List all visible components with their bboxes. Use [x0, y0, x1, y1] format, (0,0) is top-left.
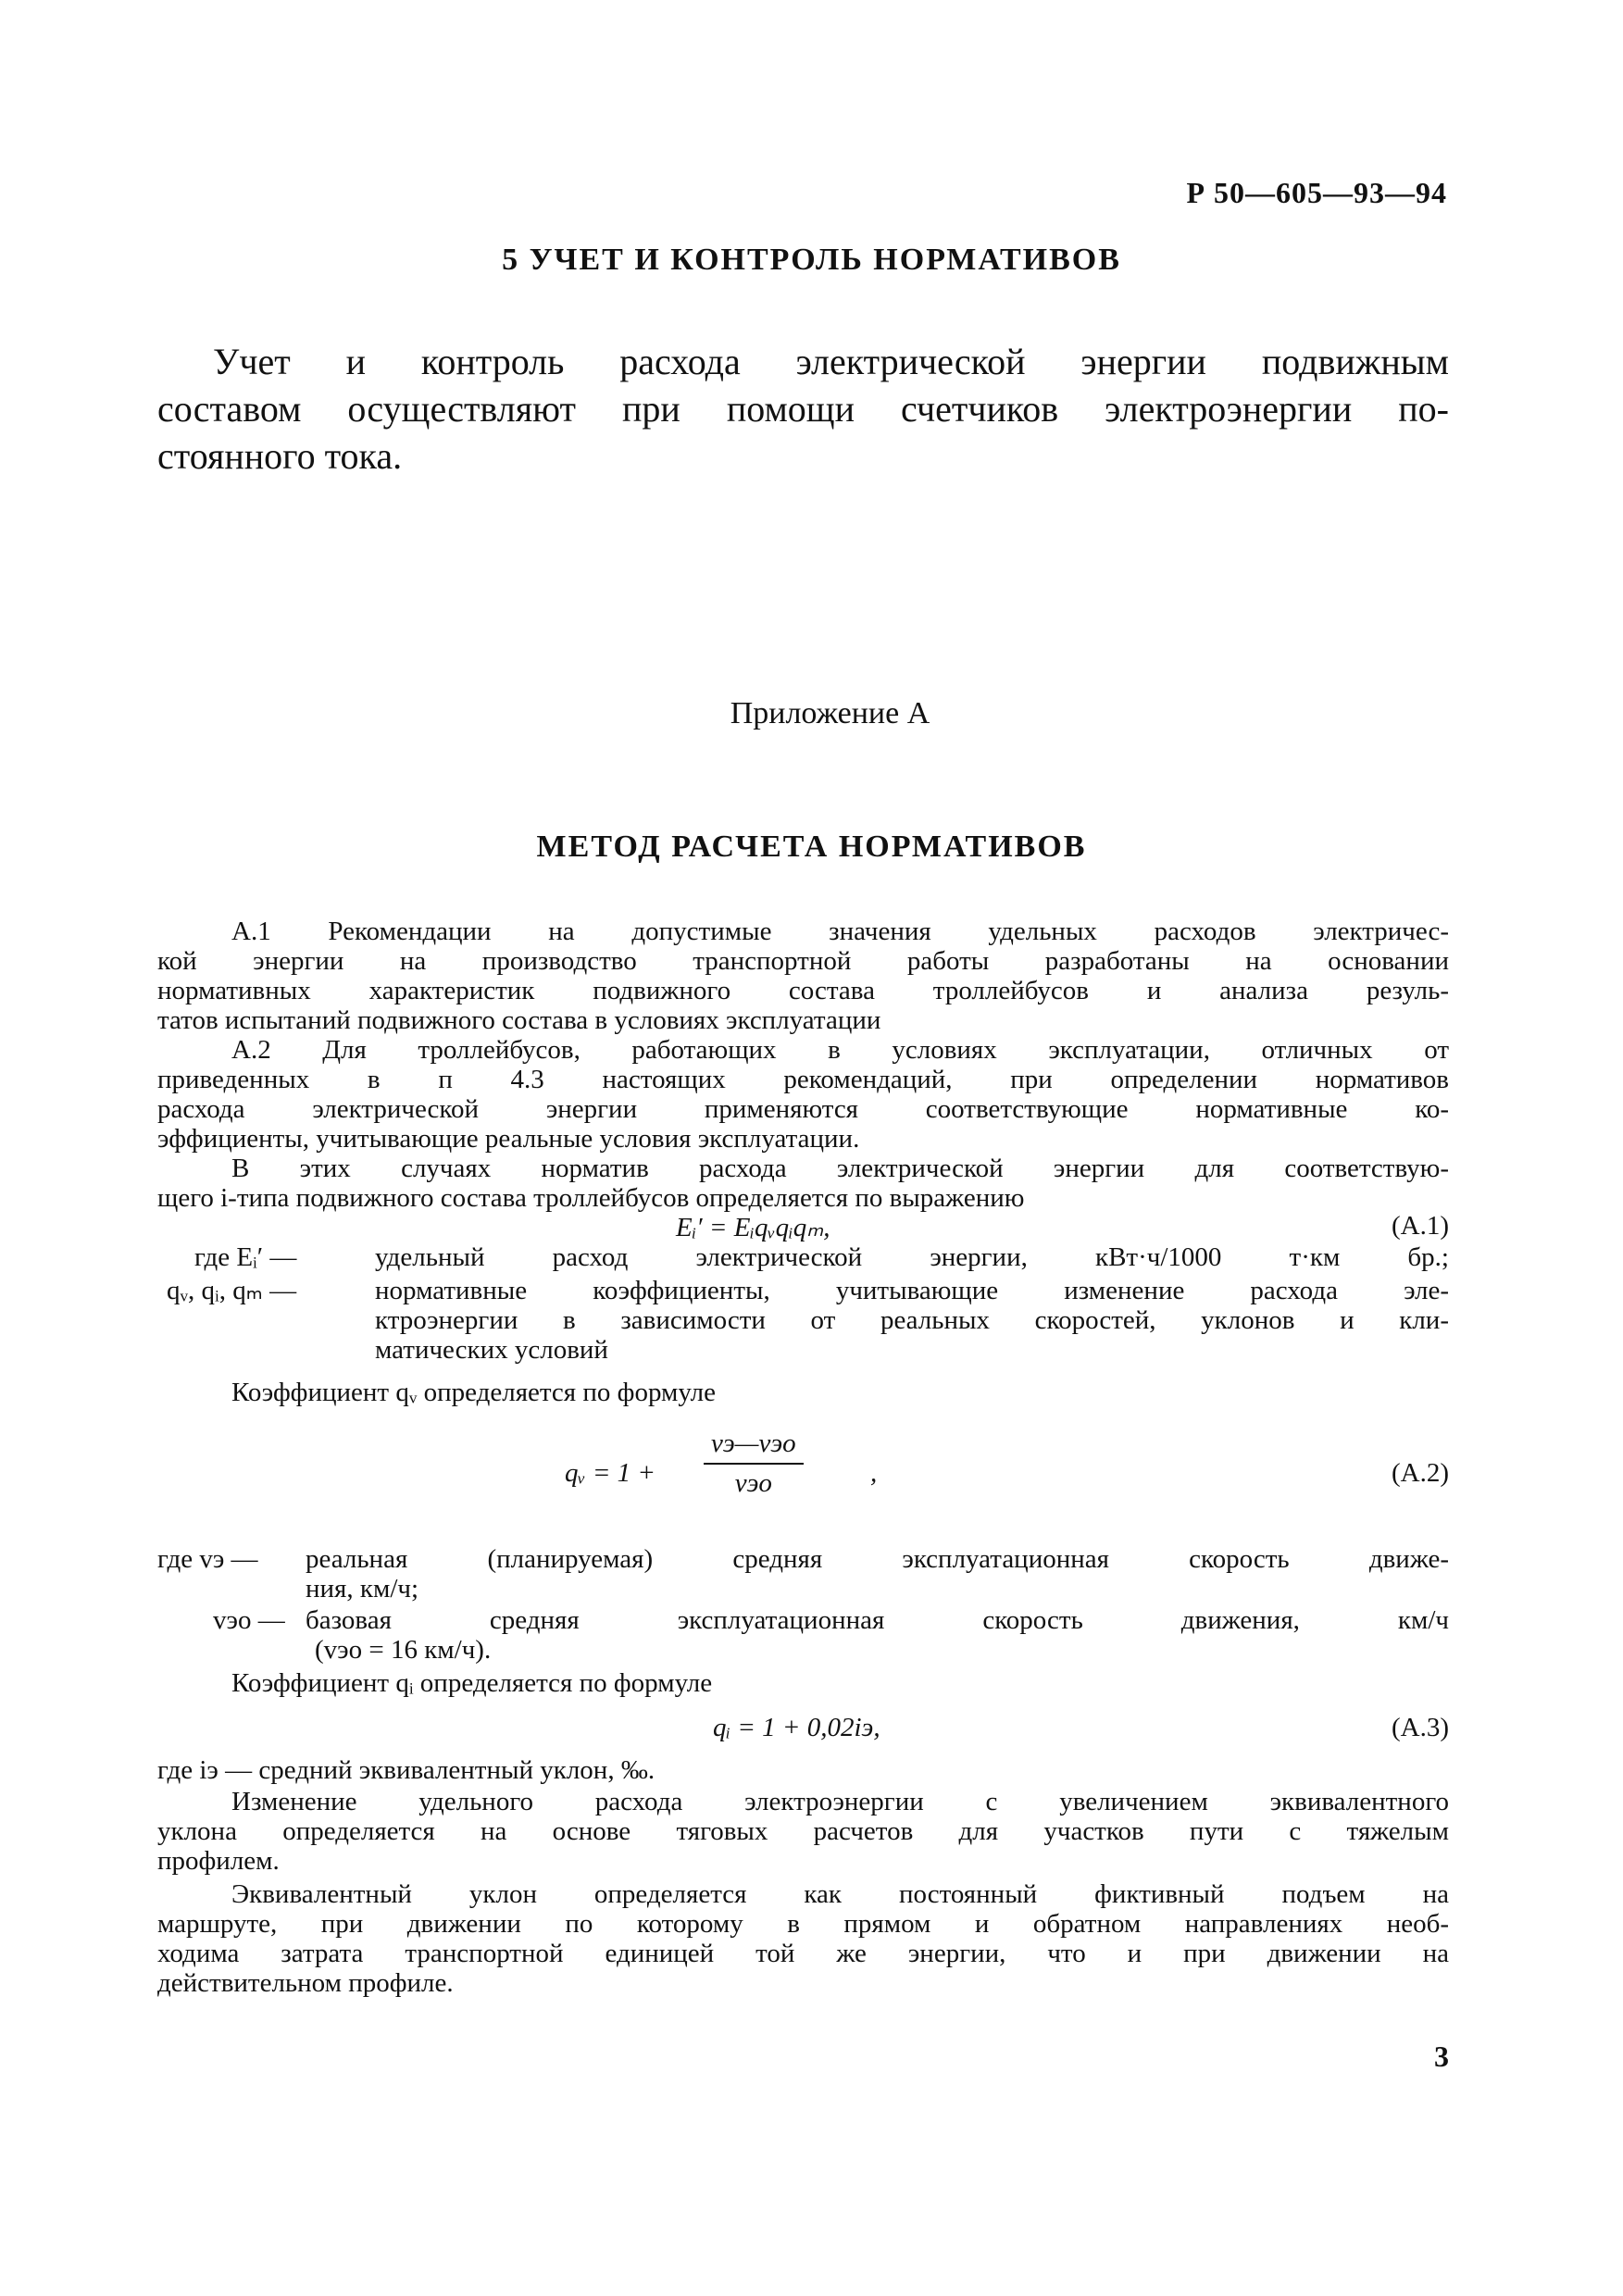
paragraph-line: А.2 Для троллейбусов, работающих в условиях эксплуатации, отличных от	[231, 1035, 1449, 1065]
formula-a3	[157, 1713, 1449, 1744]
where-symbol: где Eᵢ′ —	[194, 1242, 297, 1272]
formula-number: (А.2)	[1391, 1458, 1449, 1488]
appendix-label: Приложение А	[730, 696, 930, 730]
paragraph-equivalent	[157, 1879, 1449, 1998]
formula-expression: Eᵢ′ = Eᵢqᵥqᵢqₘ,	[676, 1213, 830, 1242]
formula-a2	[157, 1429, 1449, 1498]
paragraph-line: кой энергии на производство транспортной работы разработаны на основании	[157, 946, 1449, 976]
paragraph-line: уклона определяется на основе тяговых расчетов для участков пути с тяжелым	[157, 1816, 1449, 1846]
paragraph-line: приведенных в п 4.3 настоящих рекомендаций, при определении нормативов	[157, 1065, 1449, 1094]
fraction	[704, 1429, 804, 1499]
paragraph-line: ходима затрата транспортной единицей той же энергии, что и при движении на	[157, 1939, 1449, 1968]
formula-lhs: qᵥ = 1 +	[565, 1458, 656, 1488]
coefficient-v-intro	[157, 1378, 1449, 1407]
definition-line: ния, км/ч;	[306, 1574, 419, 1603]
fraction-numerator: vэ—vэo	[704, 1429, 804, 1465]
definition-line: удельный расход электрической энергии, кВт·ч/1000 т·км бр.;	[375, 1242, 1449, 1272]
definition-line: нормативные коэффициенты, учитывающие изменение расхода эле-	[375, 1276, 1449, 1305]
paragraph-line: эффициенты, учитывающие реальные условия эксплуатации.	[157, 1124, 860, 1154]
definition-line: матических условий	[375, 1335, 608, 1365]
paragraph-line: Коэффициент qᵥ определяется по формуле	[231, 1378, 716, 1407]
section-title: 5 УЧЕТ И КОНТРОЛЬ НОРМАТИВОВ	[502, 243, 1121, 277]
paragraph-a2-cases	[157, 1154, 1449, 1213]
appendix-title: МЕТОД РАСЧЕТА НОРМАТИВОВ	[536, 830, 1087, 864]
paragraph-line: Учет и контроль расхода электрической энергии подвижным	[213, 341, 1449, 382]
paragraph-line: действительном профиле.	[157, 1968, 454, 1998]
paragraph-line: расхода электрической энергии применяются соответствующие нормативные ко-	[157, 1094, 1449, 1124]
section-paragraph	[157, 338, 1449, 480]
paragraph-line: маршруте, при движении по которому в прямом и обратном направлениях необ-	[157, 1909, 1449, 1939]
formula-number: (А.3)	[1391, 1713, 1449, 1742]
coefficient-i-intro	[157, 1668, 1449, 1698]
definition-line: реальная (планируемая) средняя эксплуатационная скорость движе-	[306, 1544, 1449, 1574]
where-symbol: vэo —	[213, 1605, 285, 1635]
where-definition	[375, 1276, 1449, 1365]
document-number: Р 50—605—93—94	[1186, 176, 1447, 209]
paragraph-line: В этих случаях норматив расхода электрической энергии для соответствую-	[231, 1154, 1449, 1183]
paragraph-line: стоянного тока.	[157, 435, 403, 477]
paragraph-line: Эквивалентный уклон определяется как постоянный фиктивный подъем на	[231, 1879, 1449, 1909]
paragraph-a2	[157, 1035, 1449, 1154]
paragraph-line: татов испытаний подвижного состава в условиях эксплуатации	[157, 1005, 881, 1035]
page-number: 3	[1434, 2040, 1449, 2073]
formula-comma: ,	[870, 1458, 878, 1488]
formula-expression: qᵢ = 1 + 0,02iэ,	[713, 1713, 880, 1742]
paragraph-line: Коэффициент qᵢ определяется по формуле	[231, 1668, 713, 1698]
definition-line: (vэo = 16 км/ч).	[315, 1635, 492, 1665]
paragraph-a1	[157, 917, 1449, 1035]
where-definition	[306, 1605, 1449, 1665]
paragraph-line: Изменение удельного расхода электроэнергии с увеличением эквивалентного	[231, 1787, 1449, 1816]
where-equivalent-slope	[157, 1755, 1449, 1785]
paragraph-change	[157, 1787, 1449, 1876]
where-symbol: где vэ —	[157, 1544, 258, 1574]
definition-line: базовая средняя эксплуатационная скорость движения, км/ч	[306, 1605, 1449, 1635]
where-definition	[375, 1242, 1449, 1272]
paragraph-line: нормативных характеристик подвижного состава троллейбусов и анализа резуль-	[157, 976, 1449, 1005]
paragraph-line: щего i-типа подвижного состава троллейбусов определяется по выражению	[157, 1183, 1025, 1213]
paragraph-line: составом осуществляют при помощи счетчиков электроэнергии по-	[157, 388, 1449, 430]
paragraph-line: где iэ — средний эквивалентный уклон, ‰.	[157, 1755, 655, 1785]
formula-number: (А.1)	[1391, 1211, 1449, 1241]
where-symbol: qᵥ, qᵢ, qₘ —	[167, 1276, 297, 1305]
paragraph-line: профилем.	[157, 1846, 280, 1876]
formula-a1	[157, 1211, 1449, 1242]
definition-line: ктроэнергии в зависимости от реальных скоростей, уклонов и кли-	[375, 1305, 1449, 1335]
fraction-denominator: vэo	[734, 1468, 772, 1498]
paragraph-line: А.1 Рекомендации на допустимые значения удельных расходов электричес-	[231, 917, 1449, 946]
where-definition	[306, 1544, 1449, 1603]
